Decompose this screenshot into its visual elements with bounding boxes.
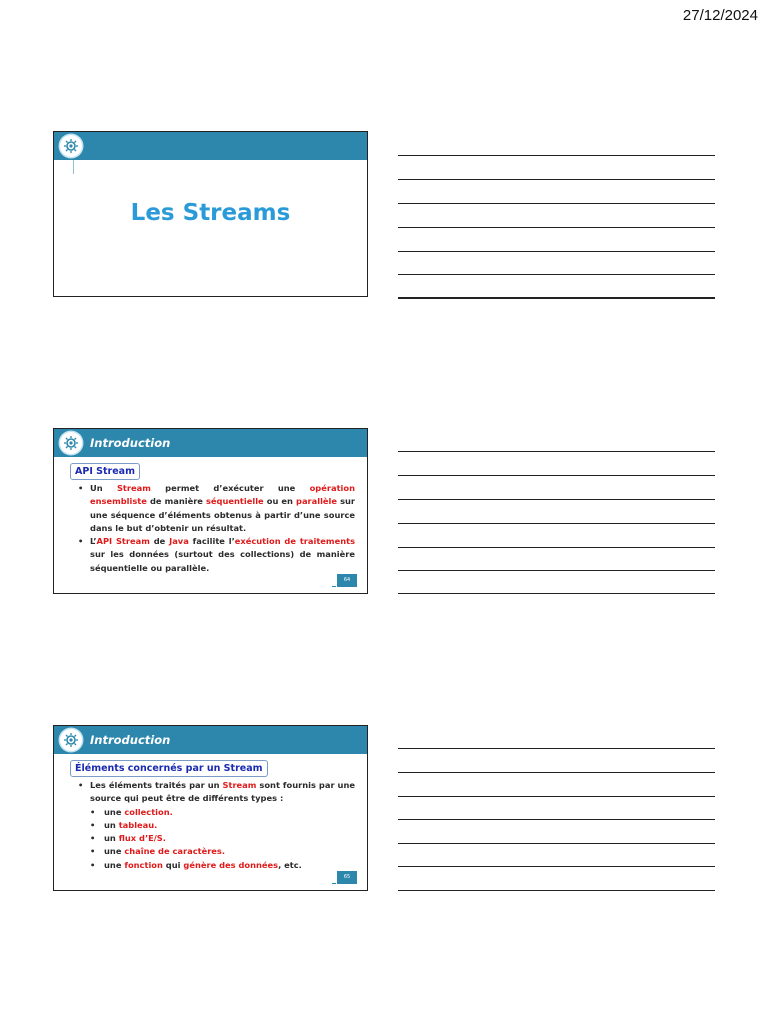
cover-title: Les Streams (130, 200, 291, 226)
note-line (398, 890, 715, 891)
note-line (398, 451, 715, 452)
text-segment: qui (162, 859, 184, 870)
highlighted-term: collection. (124, 806, 173, 817)
slide-page-number: 64 (337, 574, 357, 587)
text-segment: facilite l’ (188, 536, 235, 547)
highlighted-term: génère des données (183, 859, 279, 870)
list-item (76, 806, 355, 819)
highlighted-term: séquentielle (205, 496, 264, 507)
slide-thumbnail-1 (53, 131, 368, 297)
note-line (398, 155, 715, 156)
text-segment: Un (90, 483, 117, 493)
source-type-list (76, 806, 355, 872)
highlighted-term: Java (169, 536, 189, 547)
highlighted-term: Stream (116, 483, 151, 493)
note-line (398, 796, 715, 797)
text-segment: de (149, 536, 170, 547)
text-segment: L’ (90, 536, 97, 547)
bullet-paragraph (76, 535, 355, 575)
highlighted-term: Stream (222, 780, 257, 790)
note-line (398, 179, 715, 180)
note-line (398, 523, 715, 524)
note-line (398, 772, 715, 773)
text-segment: de manière (146, 496, 206, 507)
slide-header-title: Introduction (90, 733, 171, 747)
note-line (398, 251, 715, 252)
section-label: Éléments concernés par un Stream (70, 760, 268, 777)
highlighted-term: parallèle (296, 496, 338, 507)
note-line (398, 499, 715, 500)
slide-header (54, 429, 367, 457)
note-line (398, 570, 715, 571)
highlighted-term: chaîne de caractères. (124, 846, 226, 857)
lightbulb-gear-icon (60, 135, 82, 157)
lightbulb-gear-icon (60, 432, 82, 454)
highlighted-term: exécution de traitements (234, 536, 356, 547)
header-accent-line (73, 160, 74, 174)
slide-header (54, 132, 367, 160)
highlighted-term: opération ensembliste (90, 483, 355, 507)
list-item (76, 845, 355, 858)
highlighted-term: API Stream (96, 536, 150, 547)
section-label: API Stream (70, 463, 140, 480)
note-line (398, 843, 715, 844)
list-item (76, 819, 355, 832)
slide-header (54, 726, 367, 754)
note-line (398, 274, 715, 275)
note-line (398, 227, 715, 228)
note-line (398, 547, 715, 548)
list-item (76, 859, 355, 872)
text-segment: Les éléments traités par un (90, 780, 223, 790)
note-line (398, 475, 715, 476)
slide-body (76, 482, 355, 575)
text-segment: une (104, 806, 125, 817)
text-segment: permet d’exécuter une (150, 483, 310, 493)
lightbulb-gear-icon (60, 729, 82, 751)
text-segment: sont fournis par une source qui peut être de différents types : (90, 780, 355, 804)
text-segment: , etc. (278, 859, 302, 870)
list-item (76, 832, 355, 845)
highlighted-term: flux d’E/S. (118, 833, 166, 844)
text-segment: une (104, 846, 125, 857)
slide-body (76, 779, 355, 872)
text-segment: une (104, 859, 125, 870)
text-segment: sur une séquence d’éléments obtenus à partir d’une source dans le but d’obtenir un résultat. (90, 496, 356, 533)
slide-thumbnail-2 (53, 428, 368, 594)
note-line (398, 297, 715, 299)
note-line (398, 819, 715, 820)
bullet-paragraph (76, 482, 355, 535)
highlighted-term: tableau. (118, 819, 158, 830)
note-line (398, 593, 715, 594)
text-segment: ou en (263, 496, 296, 507)
slide-header-title: Introduction (90, 436, 171, 450)
slide-page-number: 65 (337, 871, 357, 884)
document-date: 27/12/2024 (682, 7, 758, 24)
note-line (398, 203, 715, 204)
text-segment: un (104, 833, 119, 844)
text-segment: sur les données (surtout des collections) de manière séquentielle ou parallèle. (90, 549, 355, 573)
bullet-paragraph (76, 779, 355, 806)
text-segment: un (104, 819, 119, 830)
note-line (398, 748, 715, 749)
note-line (398, 866, 715, 867)
slide-thumbnail-3 (53, 725, 368, 891)
highlighted-term: fonction (124, 859, 163, 870)
